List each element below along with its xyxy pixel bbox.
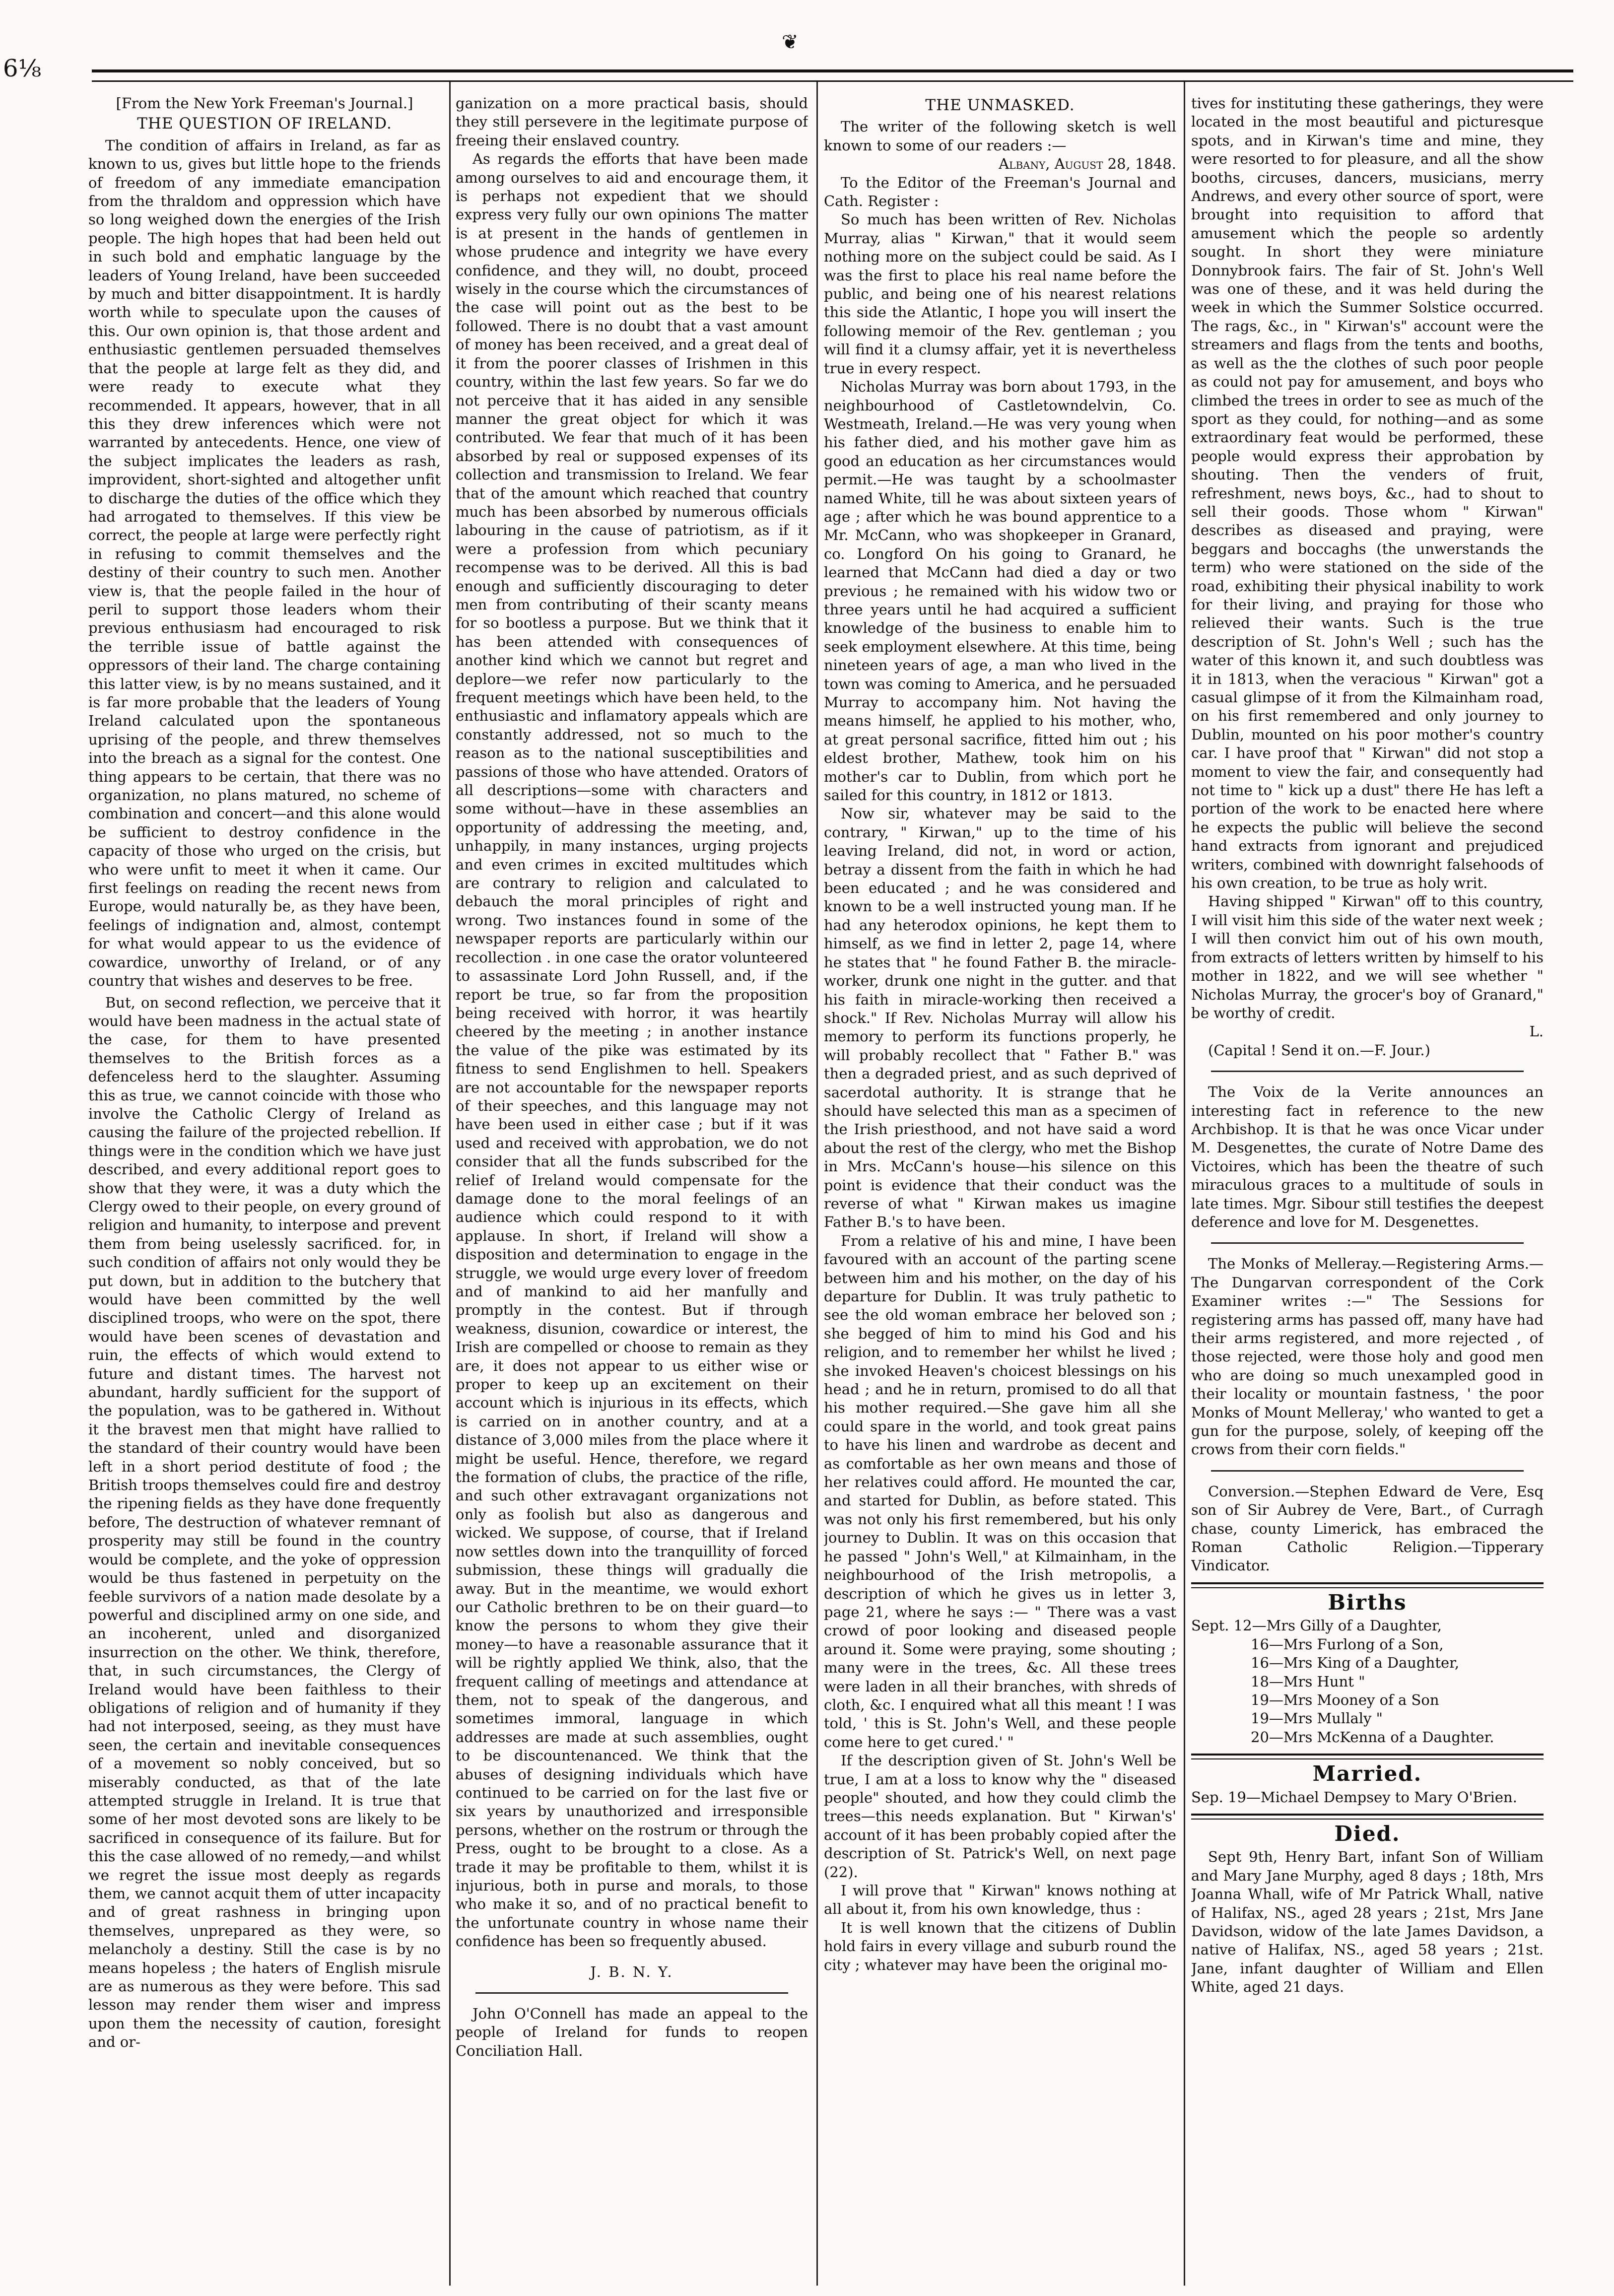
column-divider <box>1184 82 1185 2286</box>
birth-notice: Sept. 12—Mrs Gilly of a Daughter, <box>1191 1617 1442 1634</box>
section-rule <box>1191 1814 1544 1820</box>
article-paragraph: I will prove that " Kirwan" knows nothing at all about it, from his own knowledge, thus : <box>824 1882 1176 1918</box>
section-rule <box>1211 1071 1524 1072</box>
article-paragraph: Nicholas Murray was born about 1793, in the neighbourhood of Castletowndelvin, Co. Westmeath, Ireland.—He was very young when his father died, and his mother gave him as good an education as her circumstances would permit.—He was taught by a schoolmaster named White, till he was about sixteen years of age ; after which he was bound apprentice to a Mr. McCann, who was shopkeeper in Granard, co. Longford On his going to Granard, he learned that McCann had died a day or two previous ; he remained with his widow two or three years until he had acquired a sufficient knowledge of the business to enable him to seek employment elsewhere. At this time, being nineteen years of age, a man who lived in the town was coming to America, and he persuaded Murray to accompany him. Not having the means himself, he applied to his mother, who, at great personal sacrifice, fitted him out ; his eldest brother, Mathew, took him on his mother's car to Dublin, from which port he sailed for this country, in 1812 or 1813. <box>824 378 1176 804</box>
column-divider <box>816 82 818 2286</box>
article-salutation: To the Editor of the Freeman's Journal and Cath. Register : <box>824 174 1176 210</box>
column-4 <box>1191 94 1544 2268</box>
birth-notice: 18—Mrs Hunt " <box>1251 1673 1365 1690</box>
birth-notice: 20—Mrs McKenna of a Daughter. <box>1251 1728 1494 1746</box>
article-paragraph: But, on second reflection, we perceive that it would have been madness in the actual state of the case, for them to have presented themselves to the British forces as a defenceless herd to the slaughter. Assuming this as true, we cannot coincide with those who involve the Catholic Clergy of Ireland as causing the failure of the projected rebellion. If things were in the condition which we have just described, and every additional report goes to show that they were, it was a duty which the Clergy owed to their people, on every ground of religion and humanity, to interpose and prevent them from being uselessly sacrificed. for, in such condition of affairs not only would they be put down, but in addition to the butchery that would have been committed by the well disciplined troops, who were on the spot, there would have been scenes of devastation and ruin, the effects of which would extend to future and distant times. The harvest not abundant, hardly sufficient for the support of the population, was to be gathered in. Without it the bravest men that might have rallied to the standard of their country would have been left in a short period destitute of food ; the British troops themselves could fire and destroy the ripening fields as they have done frequently before, The destruction of whatever remnant of prosperity may still be found in the country would be complete, and the yoke of oppression would be thus fastened in perpetuity on the feeble survivors of a nation made desolate by a powerful and disciplined army on one side, and an incoherent, unled and disorganized insurrection on the other. We think, therefore, that, in such circumstances, the Clergy of Ireland would have been faithless to their obligations of religion and of humanity if they had not interposed, seeing, as they must have seen, the certain and inevitable consequences of a movement so nobly conceived, but so miserably conducted, as that of the late attempted struggle in Ireland. It is true that some of her most devoted sons are likely to be sacrificed in consequence of its failure. But for this the case allowed of no remedy,—and whilst we regret the issue most deeply as regards them, we cannot acquit them of utter incapacity and of great rashness in bringing upon themselves, unprepared as they were, so melancholy a destiny. Still the case is by no means hopeless ; the haters of English misrule are as numerous as they were before. This sad lesson may render them wiser and impress upon them the necessity of caution, foresight and or- <box>88 994 441 2051</box>
article-source: [From the New York Freeman's Journal.] <box>116 95 413 112</box>
news-brief: Conversion.—Stephen Edward de Vere, Esq son of Sir Aubrey de Vere, Bart., of Curragh chase, county Limerick, has embraced the Roman Catholic Religion.—Tipperary Vindicator. <box>1191 1483 1544 1574</box>
column-2 <box>456 94 808 2268</box>
article-initial: L. <box>1529 1023 1544 1040</box>
births-heading: Births <box>1328 1590 1407 1615</box>
marriage-notice: Sep. 19—Michael Dempsey to Mary O'Brien. <box>1191 1788 1517 1806</box>
article-heading: THE UNMASKED. <box>925 96 1075 114</box>
married-heading: Married. <box>1312 1761 1422 1786</box>
corner-mark: 6⅛ <box>3 55 42 82</box>
masthead-ornament: ❦ <box>782 31 799 54</box>
article-paragraph: Having shipped " Kirwan" off to this country, I will visit him this side of the water next week ; I will then convict him out of his own mouth, from extracts of letters written by himself to his mother in 1822, and we will see whether " Nicholas Murray, the grocer's boy of Granard," be worthy of credit. <box>1191 893 1544 1021</box>
died-heading: Died. <box>1334 1821 1401 1846</box>
article-paragraph: Now sir, whatever may be said to the contrary, " Kirwan," up to the time of his leaving Ireland, did not, in word or action, betray a dissent from the faith in which he had been educated ; and he was considered and known to be a well instructed young man. If he had any heterodox opinions, he kept them to himself, as we find in letter 2, page 14, where he states that " he found Father B. the miracle-worker, drunk one night in the gutter. and that his faith in miracle-working then received a shock." If Rev. Nicholas Murray will allow his memory to perform its functions properly, he will probably recollect that " Father B." was then a degraded priest, and as such deprived of sacerdotal authority. It is strange that he should have selected this man as a specimen of the Irish priesthood, and not have said a word about the rest of the clergy, who met the Bishop in Mrs. McCann's house—his silence on this point is evidence that their conduct was the reverse of what " Kirwan makes us imagine Father B.'s to have been. <box>824 805 1176 1231</box>
news-brief: John O'Connell has made an appeal to the people of Ireland for funds to reopen Conciliation Hall. <box>456 2005 808 2059</box>
section-rule <box>1211 1242 1524 1244</box>
birth-notice: 19—Mrs Mullaly " <box>1251 1710 1383 1727</box>
section-rule <box>475 1992 788 1994</box>
article-dateline: Albany, August 28, 1848. <box>999 155 1176 173</box>
article-paragraph: ganization on a more practical basis, should they still persevere in the legitimate purpose of freeing their enslaved country. <box>456 95 808 149</box>
birth-notice: 16—Mrs Furlong of a Son, <box>1251 1635 1444 1653</box>
article-paragraph: It is well known that the citizens of Dublin hold fairs in every village and suburb round the city ; whatever may have been the original mo- <box>824 1919 1176 1973</box>
masthead-rule <box>92 69 1573 82</box>
death-notice: Sept 9th, Henry Bart, infant Son of William and Mary Jane Murphy, aged 8 days ; 18th, Mrs Joanna Whall, wife of Mr Patrick Whall, native of Halifax, NS., aged 28 years ; 21st, Mrs Jane Davidson, widow of the late James Davidson, a native of Halifax, NS., aged 58 years ; 21st. Jane, infant daughter of William and Ellen White, aged 21 days. <box>1191 1848 1544 1996</box>
article-paragraph: If the description given of St. John's Well be true, I am at a loss to know why the " diseased people" shouted, and how they could climb the trees—this needs explanation. But " Kirwan's' account of it has been probably copied after the description of St. Patrick's Well, on next page (22). <box>824 1752 1176 1881</box>
news-brief: The Monks of Melleray.—Registering Arms.—The Dungarvan correspondent of the Cork Examiner writes :—" The Sessions for registering arms has passed off, many have had their arms registered, and more rejected , of those rejected, were those holy and good men who are doing so much unexampled good in their locality or mountain fastness, ' the poor Monks of Mount Melleray,' who wanted to get a gun for the purpose, solely, of keeping off the crows from their corn fields." <box>1191 1255 1544 1458</box>
column-divider <box>449 82 451 2286</box>
birth-notice: 19—Mrs Mooney of a Son <box>1251 1691 1439 1708</box>
article-paragraph: The condition of affairs in Ireland, as far as known to us, gives but little hope to the friends of freedom of any immediate emancipation from the thraldom and oppression which have so long weighed down the energies of the Irish people. The high hopes that had been held out in such bold and emphatic language by the leaders of Young Ireland, have been succeeded by much and bitter disappointment. It is hardly worth while to speculate upon the causes of this. Our own opinion is, that those ardent and enthusiastic gentlemen persuaded themselves that the people at large felt as they did, and were ready to execute what they recommended. It appears, however, that in all this they drew inferences which were not warranted by antecedents. Hence, one view of the subject implicates the leaders as rash, improvident, short-sighted and altogether unfit to discharge the duties of the office which they had arrogated to themselves. If this view be correct, the people at large were perfectly right in refusing to commit themselves and the destiny of their country to such men. Another view is, that the people failed in the hour of peril to support those leaders whom their previous enthusiasm had encouraged to risk the terrible issue of battle against the oppressors of their land. The charge containing this latter view, is by no means sustained, and it is far more probable that the leaders of Young Ireland calculated upon the spontaneous uprising of the people, and threw themselves into the breach as a signal for the contest. One thing appears to be certain, that there was no organization, no plans matured, no scheme of combination and concert—and this alone would be sufficient to destroy confidence in the capacity of those who urged on the crisis, but who were unfit to meet it when it came. Our first feelings on reading the recent news from Europe, would naturally be, as they have been, feelings of indignation and, almost, contempt for what would appear to us the evidence of cowardice, unworthy of Ireland, or of any country that wishes and deserves to be free. <box>88 136 441 990</box>
column-3 <box>824 94 1176 2268</box>
editor-note: (Capital ! Send it on.—F. Jour.) <box>1208 1041 1430 1059</box>
article-paragraph: As regards the efforts that have been made among ourselves to aid and encourage them, it is perhaps not expedient that we should express very fully our own opinions The matter is at present in the hands of gentlemen in whose prudence and integrity we have every confidence, and they will, no doubt, proceed wisely in the course which the circumstances of the case will point out as the best to be followed. There is no doubt that a vast amount of money has been received, and a great deal of it from the poorer classes of Irishmen in this country, within the last few years. So far we do not perceive that it has aided in any sensible manner the great object for which it was contributed. We fear that much of it has been absorbed by real or supposed expenses of its collection and transmission to Ireland. We fear that of the amount which reached that country much has been absorbed by numerous officials labouring in the cause of patriotism, as if it were a profession from which pecuniary recompense was to be derived. All this is bad enough and sufficiently discouraging to deter men from contributing of their scanty means for so bootless a purpose. But we think that it has been attended with consequences of another kind which we cannot but regret and deplore—we refer now particularly to the frequent meetings which have been held, to the enthusiastic and inflamatory appeals which are constantly addressed, not so much to the reason as to the national susceptibilities and passions of those who have attended. Orators of all descriptions—some with characters and some without—have in these assemblies an opportunity of addressing the meeting, and, unhappily, in many instances, urging projects and even crimes in excited multitudes which are contrary to religion and calculated to debauch the moral principles of right and wrong. Two instances found in some of the newspaper reports are particularly within our recollection . in one case the orator volunteered to assassinate Lord John Russell, and, if the report be true, so far from the proposition being received with horror, it was heartily cheered by the meeting ; in another instance the value of the pike was estimated by its fitness to send Englishmen to hell. Speakers are not accountable for the newspaper reports of their speeches, and this language may not have been used in either case ; but if it was used and received with approbation, we do not consider that all the funds subscribed for the relief of Ireland would compensate for the damage done to the moral feelings of an audience which could respond to it with applause. In short, if Ireland will show a disposition and determination to engage in the struggle, we would urge every lover of freedom and of mankind to aid her manfully and promptly in the contest. But if through weakness, disunion, cowardice or interest, the Irish are compelled or choose to remain as they are, it does not appear to us either wise or proper to keep up an excitement on their account which is injurious in its effects, which is carried on in another country, and at a distance of 3,000 miles from the place where it might be useful. Hence, therefore, we regard the formation of clubs, the practice of the rifle, and such other extravagant organizations not only as foolish but also as dangerous and wicked. We suppose, of course, that if Ireland now settles down into the tranquillity of forced submission, these things will gradually die away. But in the meantime, we would exhort our Catholic brethren to be on their guard—to know the persons to whom they give their money—to have a reasonable assurance that it will be rightly applied We think, also, that the frequent calling of meetings and attendance at them, not to speak of the dangerous, and sometimes immoral, language in which addresses are made at such assemblies, ought to be discountenanced. We think that the abuses of designing individuals which have continued to be carried on for the last five or six years by unauthorized and irresponsible persons, whether on the rostrum or through the Press, ought to be brought to a close. As a trade it may be profitable to them, whilst it is injurious, both in purse and morals, to those who make it so, and of no practical benefit to the unfortunate country in whose name their confidence has been so frequently abused. <box>456 150 808 1950</box>
article-signature: J. B. N. Y. <box>590 1963 673 1980</box>
article-paragraph: So much has been written of Rev. Nicholas Murray, alias " Kirwan," that it would seem nothing more on the subject could be said. As I was the first to place his real name before the public, and being one of his nearest relations this side the Atlantic, I hope you will insert the following memoir of the Rev. gentleman ; you will find it a clumsy affair, yet it is nevertheless true in every respect. <box>824 211 1176 377</box>
section-rule <box>1211 1470 1524 1472</box>
section-rule <box>1191 1754 1544 1759</box>
article-intro: The writer of the following sketch is well known to some of our readers :— <box>824 118 1176 154</box>
section-rule <box>1191 1582 1544 1588</box>
column-1 <box>88 94 441 2268</box>
birth-notice: 16—Mrs King of a Daughter, <box>1251 1654 1460 1672</box>
article-paragraph: From a relative of his and mine, I have been favoured with an account of the parting scene between him and his mother, on the day of his departure for Dublin. It was truly pathetic to see the old woman embrace her beloved son ; she begged of him to mind his God and his religion, and to remember her whilst he lived ; she invoked Heaven's choicest blessings on his head ; and he in return, promised to do all that his mother required.—She gave him all she could spare in the world, and took great pains to have his linen and wardrobe as decent and as comfortable as her own means and those of her relatives could afford. He mounted the car, and started for Dublin, as before stated. This was not only his first remembered, but his only journey to Dublin. It was on this occasion that he passed " John's Well," at Kilmainham, in the neighbourhood of the Irish metropolis, a description of which he gives us in letter 3, page 21, where he says :— " There was a vast crowd of poor looking and diseased people around it. Some were praying, some shouting ; many were in the trees, &c. All these trees were laden in all their branches, with shreds of cloth, &c. I enquired what all this meant ! I was told, ' this is St. John's Well, and these people come here to get cured.' " <box>824 1232 1176 1751</box>
article-heading: THE QUESTION OF IRELAND. <box>137 115 392 133</box>
article-paragraph: tives for instituting these gatherings, they were located in the most beautiful and picturesque spots, and in Kirwan's time and mine, they were resorted to for pleasure, and all the show booths, circuses, dancers, musicians, merry Andrews, and every other source of sport, were brought into requisition to afford that amusement which the people so ardently sought. In short they were miniature Donnybrook fairs. The fair of St. John's Well was one of these, and it was held during the week in which the Summer Solstice occurred. The rags, &c., in " Kirwan's" account were the streamers and flags from the tents and booths, as well as the the clothes of such poor people as could not pay for amusement, and boys who climbed the trees in order to see as much of the sport as they could, for nothing—and as some extraordinary feat would be performed, these people would express their approbation by shouting. Then the venders of fruit, refreshment, news boys, &c., had to shout to sell their goods. Those whom " Kirwan" describes as diseased and praying, were beggars and boccaghs (the unwerstands the term) who were stationed on the side of the road, exhibiting their physical inability to work for their living, and praying for those who relieved their wants. Such is the true description of St. John's Well ; such has the water of this known it, and such doubtless was it in 1813, when the veracious " Kirwan" got a casual glimpse of it from the Kilmainham road, on his first remembered and only journey to Dublin, mounted on his poor mother's country car. I have proof that " Kirwan" did not stop a moment to view the fair, and consequently had not time to " kick up a dust" there He has left a portion of the work to be enacted here where he expects the public will believe the second hand extracts from ignorant and prejudiced writers, combined with downright falsehoods of his own creation, to be true as holy writ. <box>1191 95 1544 892</box>
news-brief: The Voix de la Verite announces an interesting fact in reference to the new Archbishop. It is that he was once Vicar under M. Desgenettes, the curate of Notre Dame des Victoires, which has been the theatre of such miraculous graces to a multitude of souls in late times. Mgr. Sibour still testifies the deepest deference and love for M. Desgenettes. <box>1191 1083 1544 1230</box>
